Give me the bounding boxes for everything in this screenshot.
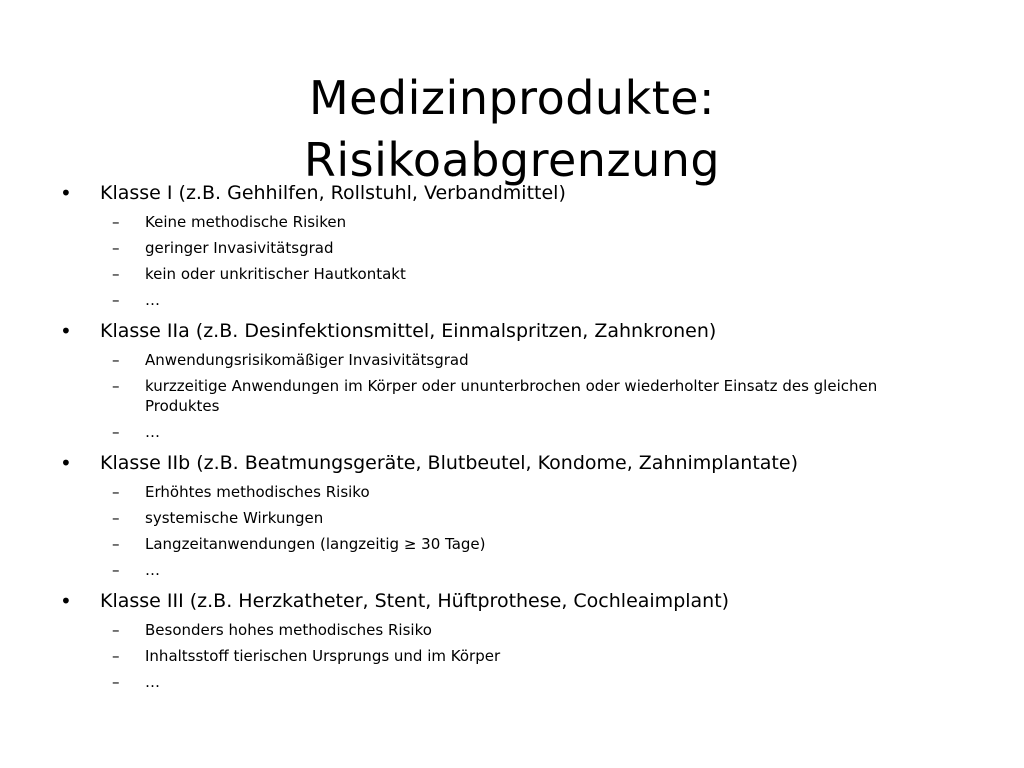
sub-item <box>0 350 1024 370</box>
dash-icon: – <box>112 483 120 501</box>
bullet-item <box>0 318 1024 344</box>
dash-icon: – <box>112 647 120 665</box>
dash-icon: – <box>112 561 120 579</box>
bullet-text: Klasse IIb (z.B. Beatmungsgeräte, Blutbeutel, Kondome, Zahnimplantate) <box>100 452 798 474</box>
bullet-list <box>0 180 1024 692</box>
bullet-text: Klasse III (z.B. Herzkatheter, Stent, Hüftprothese, Cochleaimplant) <box>100 590 730 612</box>
sub-item <box>0 290 1024 310</box>
sub-item-text: Keine methodische Risiken <box>145 213 347 231</box>
dash-icon: – <box>112 535 120 553</box>
sub-item-text: Erhöhtes methodisches Risiko <box>145 483 370 501</box>
sub-item <box>0 672 1024 692</box>
sub-item <box>0 534 1024 554</box>
dash-icon: – <box>112 291 120 309</box>
sub-item <box>0 376 1024 416</box>
title-line-2: Risikoabgrenzung <box>303 132 721 187</box>
title-line-1: Medizinprodukte: <box>308 70 716 125</box>
sub-item-text: kurzzeitige Anwendungen im Körper oder ununterbrochen oder wiederholter Einsatz des gleichen Produktes <box>145 377 878 415</box>
dash-icon: – <box>112 265 120 283</box>
dash-icon: – <box>112 351 120 369</box>
dash-icon: – <box>112 621 120 639</box>
sub-item-text: Inhaltsstoff tierischen Ursprungs und im Körper <box>145 647 501 665</box>
sub-item-text: … <box>145 423 160 441</box>
dash-icon: – <box>112 673 120 691</box>
sub-item <box>0 646 1024 666</box>
bullet-item <box>0 450 1024 476</box>
sub-item <box>0 422 1024 442</box>
sub-item-text: Anwendungsrisikomäßiger Invasivitätsgrad <box>145 351 469 369</box>
sub-item <box>0 238 1024 258</box>
bullet-icon: • <box>60 319 72 343</box>
dash-icon: – <box>112 509 120 527</box>
sub-item <box>0 508 1024 528</box>
bullet-item <box>0 180 1024 206</box>
sub-item <box>0 482 1024 502</box>
dash-icon: – <box>112 377 120 395</box>
dash-icon: – <box>112 239 120 257</box>
slide-title <box>0 67 1024 191</box>
sub-item-text: Langzeitanwendungen (langzeitig ≥ 30 Tage) <box>145 535 486 553</box>
bullet-icon: • <box>60 181 72 205</box>
sub-item-text: systemische Wirkungen <box>145 509 324 527</box>
bullet-text: Klasse I (z.B. Gehhilfen, Rollstuhl, Verbandmittel) <box>100 182 566 204</box>
bullet-icon: • <box>60 589 72 613</box>
sub-item-text: … <box>145 291 160 309</box>
sub-item-text: kein oder unkritischer Hautkontakt <box>145 265 406 283</box>
sub-item-text: … <box>145 561 160 579</box>
dash-icon: – <box>112 213 120 231</box>
sub-item <box>0 560 1024 580</box>
sub-item <box>0 264 1024 284</box>
class-group-2 <box>0 318 1024 442</box>
bullet-icon: • <box>60 451 72 475</box>
class-group-1 <box>0 180 1024 310</box>
class-group-3 <box>0 450 1024 580</box>
class-group-4 <box>0 588 1024 692</box>
sub-item-text: Besonders hohes methodisches Risiko <box>145 621 432 639</box>
sub-item <box>0 212 1024 232</box>
sub-item <box>0 620 1024 640</box>
bullet-text: Klasse IIa (z.B. Desinfektionsmittel, Einmalspritzen, Zahnkronen) <box>100 320 717 342</box>
bullet-item <box>0 588 1024 614</box>
sub-item-text: geringer Invasivitätsgrad <box>145 239 334 257</box>
dash-icon: – <box>112 423 120 441</box>
sub-item-text: … <box>145 673 160 691</box>
